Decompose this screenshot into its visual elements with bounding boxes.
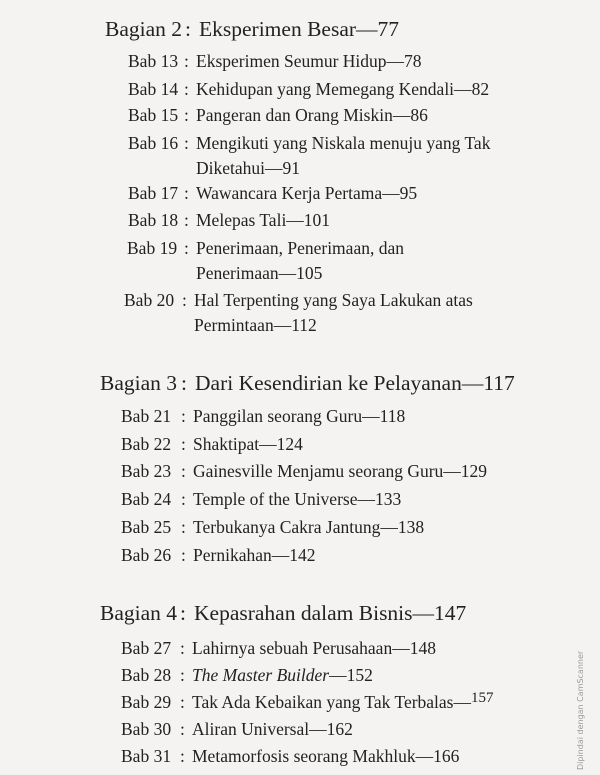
chapter-label: Bab 28 <box>121 665 172 685</box>
part-label: Bagian 3 <box>100 371 178 395</box>
chapter-title: Mengikuti yang Niskala menuju yang Tak <box>196 133 491 153</box>
chapter-label: Bab 27 <box>121 638 172 658</box>
part-label: Bagian 4 <box>100 601 178 625</box>
chapter-page: 157 <box>471 690 494 706</box>
part-colon: : <box>181 371 187 395</box>
chapter-title-continued: Diketahui—91 <box>196 158 301 178</box>
chapter-colon: : <box>184 79 189 99</box>
part-colon: : <box>185 17 191 41</box>
chapter-title: Eksperimen Seumur Hidup—78 <box>196 51 422 71</box>
chapter-label: Bab 18 <box>128 210 179 230</box>
chapter-label: Bab 13 <box>128 51 179 71</box>
chapter-title: Terbukanya Cakra Jantung—138 <box>193 517 425 537</box>
part-title: Dari Kesendirian ke Pelayanan—117 <box>195 371 515 395</box>
chapter-colon: : <box>180 746 185 766</box>
chapter-title: Aliran Universal—162 <box>192 719 353 739</box>
chapter-title-continued: Penerimaan—105 <box>196 263 323 283</box>
chapter-label: Bab 26 <box>121 545 172 565</box>
chapter-title: Pernikahan—142 <box>193 545 316 565</box>
chapter-title: Lahirnya sebuah Perusahaan—148 <box>192 638 436 658</box>
chapter-title: Penerimaan, Penerimaan, dan <box>196 238 404 258</box>
chapter-title: Wawancara Kerja Pertama—95 <box>196 183 418 203</box>
chapter-title-italic: The Master Builder <box>192 665 330 685</box>
chapter-colon: : <box>184 133 189 153</box>
chapter-colon: : <box>180 692 185 712</box>
chapter-label: Bab 23 <box>121 461 172 481</box>
chapter-colon: : <box>181 461 186 481</box>
part-title: Eksperimen Besar—77 <box>199 17 400 41</box>
chapter-label: Bab 20 <box>124 290 175 310</box>
chapter-colon: : <box>184 51 189 71</box>
chapter-label: Bab 25 <box>121 517 172 537</box>
chapter-colon: : <box>180 719 185 739</box>
chapter-title: Kehidupan yang Memegang Kendali—82 <box>196 79 490 99</box>
chapter-label: Bab 29 <box>121 692 172 712</box>
chapter-colon: : <box>184 238 189 258</box>
scanner-watermark: Dipindai dengan CamScanner <box>576 650 585 770</box>
chapter-title: Temple of the Universe—133 <box>193 489 402 509</box>
chapter-title-continued: Permintaan—112 <box>194 315 317 335</box>
chapter-colon: : <box>184 105 189 125</box>
chapter-colon: : <box>180 665 185 685</box>
chapter-title: Tak Ada Kebaikan yang Tak Terbalas—157 <box>192 690 494 712</box>
chapter-colon: : <box>180 638 185 658</box>
chapter-label: Bab 22 <box>121 434 172 454</box>
chapter-page: 82 <box>471 79 490 99</box>
chapter-title: Shaktipat—124 <box>193 434 303 454</box>
chapter-label: Bab 30 <box>121 719 172 739</box>
chapter-colon: : <box>181 406 186 426</box>
chapter-label: Bab 31 <box>121 746 172 766</box>
chapter-label: Bab 21 <box>121 406 172 426</box>
chapter-title: Melepas Tali—101 <box>196 210 331 230</box>
part-label: Bagian 2 <box>105 17 183 41</box>
chapter-label: Bab 14 <box>128 79 179 99</box>
chapter-colon: : <box>184 183 189 203</box>
chapter-colon: : <box>181 517 186 537</box>
part-title: Kepasrahan dalam Bisnis—147 <box>194 601 467 625</box>
chapter-label: Bab 16 <box>128 133 179 153</box>
chapter-label: Bab 19 <box>127 238 178 258</box>
chapter-colon: : <box>181 489 186 509</box>
chapter-colon: : <box>181 434 186 454</box>
chapter-colon: : <box>184 210 189 230</box>
chapter-label: Bab 17 <box>128 183 179 203</box>
chapter-title: The Master Builder—152 <box>192 665 373 685</box>
chapter-title: Gainesville Menjamu seorang Guru—129 <box>193 461 488 481</box>
chapter-colon: : <box>181 545 186 565</box>
chapter-label: Bab 24 <box>121 489 172 509</box>
chapter-title: Panggilan seorang Guru—118 <box>193 406 406 426</box>
chapter-label: Bab 15 <box>128 105 179 125</box>
part-colon: : <box>180 601 186 625</box>
chapter-title: Pangeran dan Orang Miskin—86 <box>196 105 428 125</box>
chapter-title: Hal Terpenting yang Saya Lakukan atas <box>194 290 473 310</box>
chapter-title: Metamorfosis seorang Makhluk—166 <box>192 746 460 766</box>
chapter-colon: : <box>182 290 187 310</box>
